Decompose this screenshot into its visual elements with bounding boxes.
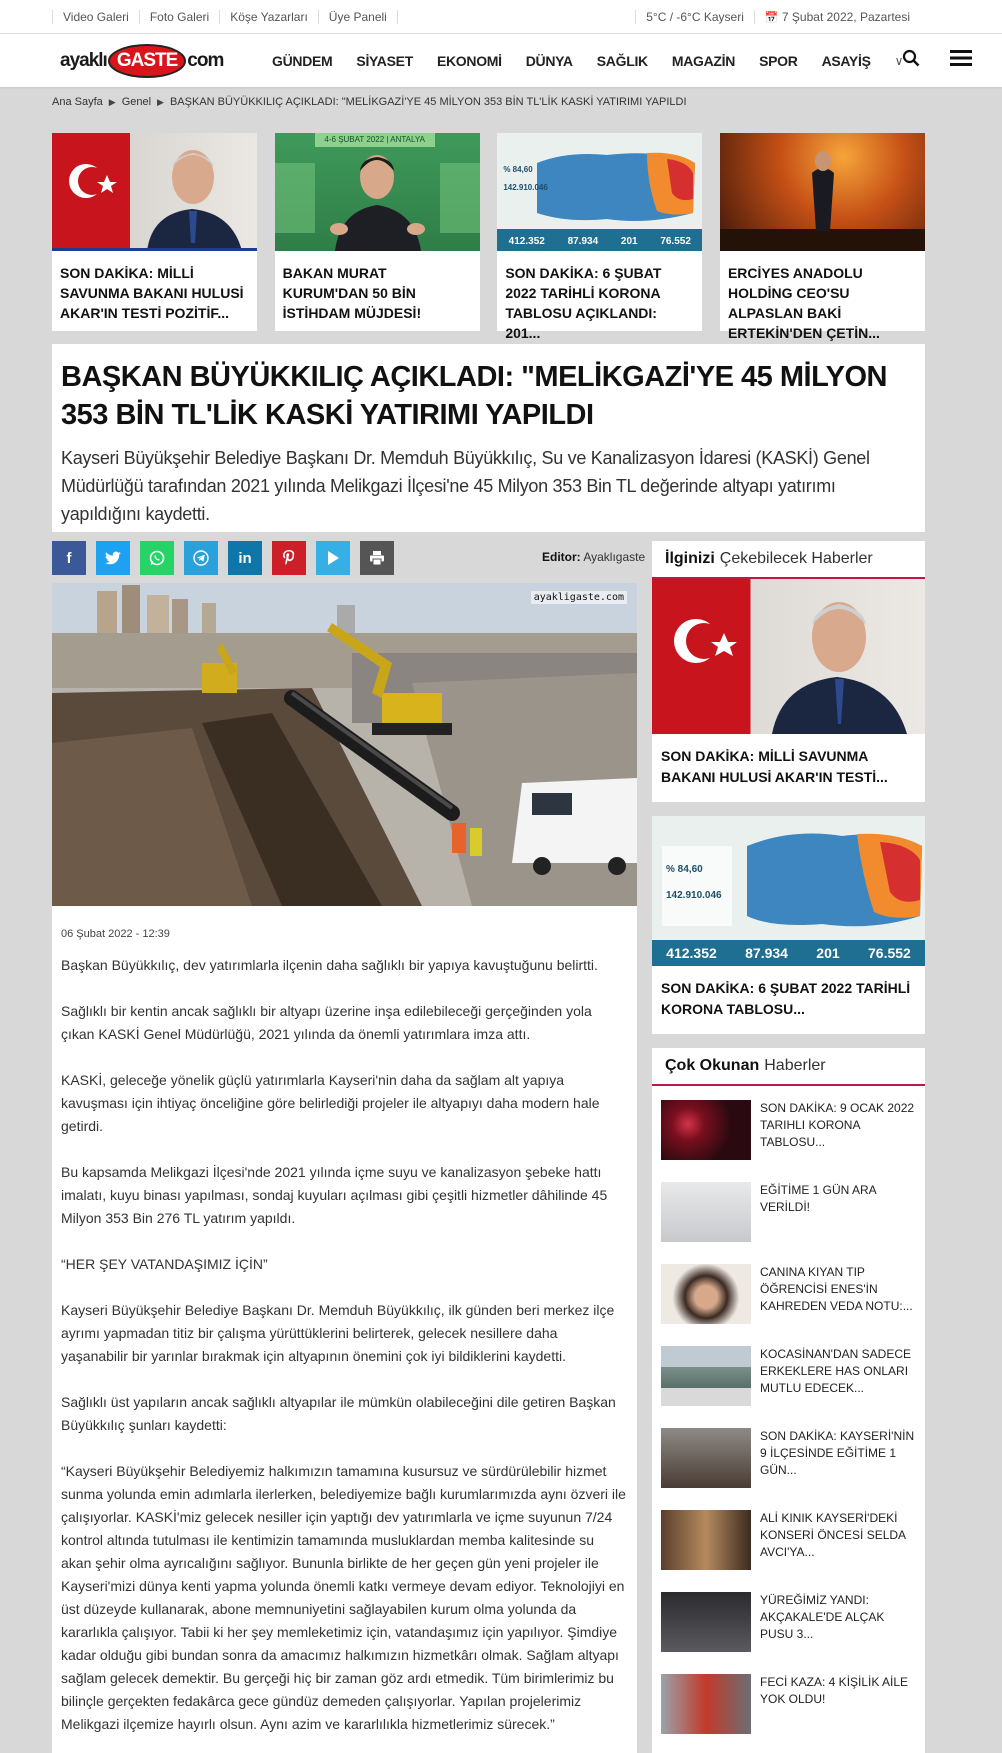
interest-item[interactable] xyxy=(652,579,925,802)
interest-title: SON DAKİKA: 6 ŞUBAT 2022 TARİHLİ KORONA TABLOSU... xyxy=(661,980,911,1017)
card-banner: 4-6 ŞUBAT 2022 | ANTALYA xyxy=(315,133,435,147)
popular-image xyxy=(661,1100,751,1160)
menu-saglik[interactable]: SAĞLIK xyxy=(596,52,648,69)
covid-stat: 412.352 xyxy=(508,236,545,247)
article-paragraph: Kayseri Büyükşehir Belediye Başkanı Dr. Memduh Büyükkılıç, ilk günden beri merkez ilçe ayrımı yapmadan titiz bir çalışma yürüttüklerini belirterek, gelecek nesillere daha yaşanabilir bir yarınlar bırakmak için altyapının önemini çok iyi bildiklerini kaydetti. xyxy=(61,1302,615,1364)
chevron-right-icon: ▶ xyxy=(157,96,164,107)
headline-card[interactable] xyxy=(720,133,925,341)
covid-stat: 76.552 xyxy=(868,945,911,961)
popular-image xyxy=(661,1428,751,1488)
top-link-video[interactable]: Video Galeri xyxy=(52,10,140,24)
popular-image xyxy=(661,1510,751,1570)
top-link-member-panel[interactable]: Üye Paneli xyxy=(319,10,398,24)
menu-ekonomi[interactable]: EKONOMİ xyxy=(436,52,502,69)
article-paragraph: Sağlıklı üst yapıların ancak sağlıklı altyapılar ile mümkün olabileceğini dile getiren Başkan Büyükkılıç şunları kaydetti: xyxy=(61,1394,616,1433)
pinterest-icon[interactable] xyxy=(272,541,306,575)
article-paragraph: Başkan Büyükkılıç, dev yatırımlarla ilçenin daha sağlıklı bir yapıya kavuştuğunu belirtti. xyxy=(61,957,598,973)
twitter-icon[interactable] xyxy=(96,541,130,575)
card-image xyxy=(52,133,257,251)
popular-item[interactable] xyxy=(661,1428,925,1494)
article-date: 06 Şubat 2022 - 12:39 xyxy=(61,928,170,940)
article-paragraph: Bu kapsamda Melikgazi İlçesi'nde 2021 yılında içme suyu ve kanalizasyon şebeke hattı imalatı, kuyu binası yapılması, sondaj kuyuları açılması gibi çeşitli hizmetler dâhilinde 45 Milyon 353 Bin 276 TL yatırım yapıldı. xyxy=(61,1164,608,1226)
card-image xyxy=(275,133,480,251)
telegram-icon[interactable] xyxy=(184,541,218,575)
popular-title: EĞİTİME 1 GÜN ARA VERİLDİ! xyxy=(760,1183,877,1214)
article-title: BAŞKAN BÜYÜKKILIÇ AÇIKLADI: "MELİKGAZİ'YE 45 MİLYON 353 BİN TL'LİK KASKİ YATIRIMI YAPILDI xyxy=(61,361,887,431)
interest-heading xyxy=(652,541,925,579)
article-subheading: “HER ŞEY VATANDAŞIMIZ İÇİN” xyxy=(61,1256,268,1272)
headline-cards xyxy=(52,133,925,341)
calendar-icon: 📅 xyxy=(764,11,779,24)
article-paragraph: KASKİ, geleceğe yönelik güçlü yatırımlarla Kayseri'nin daha da sağlam alt yapıya kavuşması için ihtiyaç önceliğine göre belirlediği projeler ile altyapıyı daha modern hale getirdi. xyxy=(61,1072,600,1134)
share-bar xyxy=(52,541,404,575)
card-title: SON DAKİKA: 6 ŞUBAT 2022 TARİHLİ KORONA TABLOSU AÇIKLANDI: 201... xyxy=(505,265,662,341)
popular-item[interactable] xyxy=(661,1510,925,1576)
covid-stats xyxy=(652,945,925,961)
article-quote: “Kayseri Büyükşehir Belediyemiz halkımızın tamamına kusursuz ve sürdürülebilir hizmet sunma yolunda emin adımlarla ilerlerken, belediyemize bağlı kurumlarımızda aynı özveri ile çalışıyorlar. KASKİ'miz gelecek nesiller için yaptığı dev yatırımlarla ve içme suyunun 7/24 kontrol altında tutulması ile kentimizin tamamında musluklardan memba kalitesinde su akan şehir olma ayrıcalığını sağlıyor. Bununla birlikte de her geçen gün yeni projeler ile Kayseri'mizi dünya kenti yapma yolunda önemli katkı vermeye devam ediyor. Teknolojiyi en üst düzeyde kullanarak, abone memnuniyetini sağlayabilen kurum olma yolunda da kararlıkla çalışıyor. Tabii ki her şey memleketimiz için, vatandaşımız için yapılıyor. Şimdiye kadar olduğu gibi bundan sonra da amacımız halkımızın hizmetkârı olmak. Sağlam altyapı sağlam gelecek demektir. Bu gerçeği hiç bir zaman göz ardı etmedik. Tüm birimlerimiz bu bilinçle gerçekten fedakârca gece gündüz demeden çalışıyorlar. Yapılan projelerimiz Melikgazi ilçemize hayırlı olsun. Aynı azim ve kararlılıkla hizmetlerimiz sürecek.” xyxy=(61,1463,626,1732)
headline-card[interactable] xyxy=(52,133,257,331)
menu-asayis[interactable]: ASAYİŞ xyxy=(821,52,871,69)
popular-image xyxy=(661,1182,751,1242)
popular-heading xyxy=(652,1048,925,1086)
menu-siyaset[interactable]: SİYASET xyxy=(356,52,413,69)
covid-stat: 87.934 xyxy=(745,945,788,961)
editor-label: Editor: xyxy=(542,550,581,564)
interest-title: SON DAKİKA: MİLLİ SAVUNMA BAKANI HULUSİ AKAR'IN TESTİ... xyxy=(661,748,888,785)
article-main-image xyxy=(52,583,637,906)
breadcrumb-current: BAŞKAN BÜYÜKKILIÇ AÇIKLADI: "MELİKGAZİ'YE 45 MİLYON 353 BİN TL'LİK KASKİ YATIRIMI YAPILDI xyxy=(169,96,687,108)
covid-percent: % 84,60 xyxy=(666,864,703,875)
popular-item[interactable] xyxy=(661,1674,925,1740)
popular-image xyxy=(661,1674,751,1734)
interest-box xyxy=(652,541,925,802)
menu-spor[interactable]: SPOR xyxy=(759,52,798,69)
menu-icon[interactable] xyxy=(950,49,972,73)
interest-image xyxy=(652,579,925,734)
facebook-icon[interactable]: f xyxy=(52,541,86,575)
popular-image xyxy=(661,1264,751,1324)
article-text xyxy=(52,954,637,1736)
top-bar xyxy=(0,0,1002,34)
menu-magazin[interactable]: MAGAZİN xyxy=(671,52,736,69)
breadcrumb-category[interactable]: Genel xyxy=(121,96,152,108)
popular-title: KOCASİNAN'DAN SADECE ERKEKLERE HAS ONLARI MUTLU EDECEK... xyxy=(760,1347,911,1395)
linkedin-icon[interactable]: in xyxy=(228,541,262,575)
popular-image xyxy=(661,1592,751,1652)
popular-list xyxy=(652,1086,925,1740)
covid-stat: 76.552 xyxy=(660,236,691,247)
covid-stat: 412.352 xyxy=(666,945,717,961)
popular-title: CANINA KIYAN TIP ÖĞRENCİSİ ENES'İN KAHREDEN VEDA NOTU:... xyxy=(760,1265,913,1313)
play-icon[interactable] xyxy=(316,541,350,575)
editor-credit xyxy=(542,550,645,564)
search-icon[interactable] xyxy=(902,49,920,73)
covid-percent: % 84,60 xyxy=(503,165,533,174)
popular-item[interactable] xyxy=(661,1264,925,1330)
top-link-photo[interactable]: Foto Galeri xyxy=(140,10,220,24)
date-text: 7 Şubat 2022, Pazartesi xyxy=(781,9,910,24)
card-image xyxy=(720,133,925,251)
popular-title: FECİ KAZA: 4 KİŞİLİK AİLE YOK OLDU! xyxy=(760,1675,909,1706)
weather-text: 5°C / -6°C Kayseri xyxy=(635,10,755,24)
main-menu xyxy=(272,34,927,87)
headline-card[interactable] xyxy=(275,133,480,331)
chevron-down-icon[interactable]: ∨ xyxy=(894,53,904,68)
popular-heading-bold: Çok Okunan xyxy=(665,1057,760,1074)
card-title: BAKAN MURAT KURUM'DAN 50 BİN İSTİHDAM MÜJDESİ! xyxy=(282,265,422,321)
image-watermark: ayakligaste.com xyxy=(531,591,627,604)
card-title: SON DAKİKA: MİLLİ SAVUNMA BAKANI HULUSİ AKAR'IN TESTİ POZİTİF... xyxy=(60,265,244,321)
menu-dunya[interactable]: DÜNYA xyxy=(525,52,573,69)
covid-stat: 87.934 xyxy=(567,236,599,247)
logo-part-1: ayaklı xyxy=(60,50,107,71)
popular-title: SON DAKİKA: 9 OCAK 2022 TARIHLI KORONA TABLOSU... xyxy=(760,1101,915,1149)
covid-stat: 201 xyxy=(816,945,840,961)
popular-title: SON DAKİKA: KAYSERİ'NİN 9 İLÇESİNDE EĞİTİME 1 GÜN... xyxy=(760,1429,915,1477)
article-body xyxy=(52,583,637,1753)
headline-card[interactable] xyxy=(497,133,702,341)
breadcrumb xyxy=(52,96,687,108)
main-navbar xyxy=(0,34,1002,87)
covid-stats xyxy=(497,236,702,247)
popular-item[interactable] xyxy=(661,1100,925,1166)
sidebar xyxy=(652,541,925,1753)
interest-box xyxy=(652,816,925,1034)
covid-total: 142.910.046 xyxy=(503,183,548,192)
logo-part-3: com xyxy=(187,50,224,71)
whatsapp-icon[interactable] xyxy=(140,541,174,575)
logo-part-2: GASTE xyxy=(108,44,186,78)
popular-box xyxy=(652,1048,925,1753)
chevron-right-icon: ▶ xyxy=(108,96,116,107)
popular-item[interactable] xyxy=(661,1592,925,1658)
popular-title: ALİ KINIK KAYSERİ'DEKİ KONSERİ ÖNCESİ SELDA AVCI'YA... xyxy=(760,1511,906,1559)
popular-item[interactable] xyxy=(661,1182,925,1248)
menu-gundem[interactable]: GÜNDEM xyxy=(272,52,333,69)
interest-item[interactable] xyxy=(652,816,925,1034)
covid-total: 142.910.046 xyxy=(666,890,722,901)
top-info xyxy=(635,0,920,34)
print-icon[interactable] xyxy=(360,541,394,575)
article-header xyxy=(52,344,925,532)
breadcrumb-home[interactable]: Ana Sayfa xyxy=(52,96,103,108)
top-link-columnists[interactable]: Köşe Yazarları xyxy=(220,10,319,24)
card-image xyxy=(497,133,702,251)
top-links xyxy=(52,0,398,34)
interest-heading-rest: Çekebilecek Haberler xyxy=(719,550,873,567)
card-title: ERCİYES ANADOLU HOLDİNG CEO'SU ALPASLAN BAKİ ERTEKİN'DEN ÇETİN... xyxy=(727,265,880,341)
popular-image xyxy=(661,1346,751,1406)
article-summary: Kayseri Büyükşehir Belediye Başkanı Dr. Memduh Büyükkılıç, Su ve Kanalizasyon İdaresi (KASKİ) Genel Müdürlüğü tarafından 2021 yılında Melikgazi İlçesi'ne 45 Milyon 353 Bin TL değerinde altyapı yatırımı yapıldığını kaydetti. xyxy=(61,448,870,524)
editor-name[interactable]: Ayaklıgaste xyxy=(583,550,646,564)
site-logo[interactable] xyxy=(60,41,230,81)
popular-item[interactable] xyxy=(661,1346,925,1412)
popular-heading-rest: Haberler xyxy=(764,1057,826,1074)
article-paragraph: Sağlıklı bir kentin ancak sağlıklı bir altyapı üzerine inşa edilebileceği gerçeğinden yola çıkan KASKİ Genel Müdürlüğü, 2021 yılında da önemli yatırımlara imza attı. xyxy=(61,1003,592,1042)
date-display xyxy=(755,10,920,25)
popular-title: YÜREĞİMİZ YANDI: AKÇAKALE'DE ALÇAK PUSU 3... xyxy=(760,1593,885,1641)
nav-icons xyxy=(872,34,972,87)
covid-stat: 201 xyxy=(620,236,638,247)
interest-image xyxy=(652,816,925,966)
interest-heading-bold: İlginizi xyxy=(665,550,715,567)
